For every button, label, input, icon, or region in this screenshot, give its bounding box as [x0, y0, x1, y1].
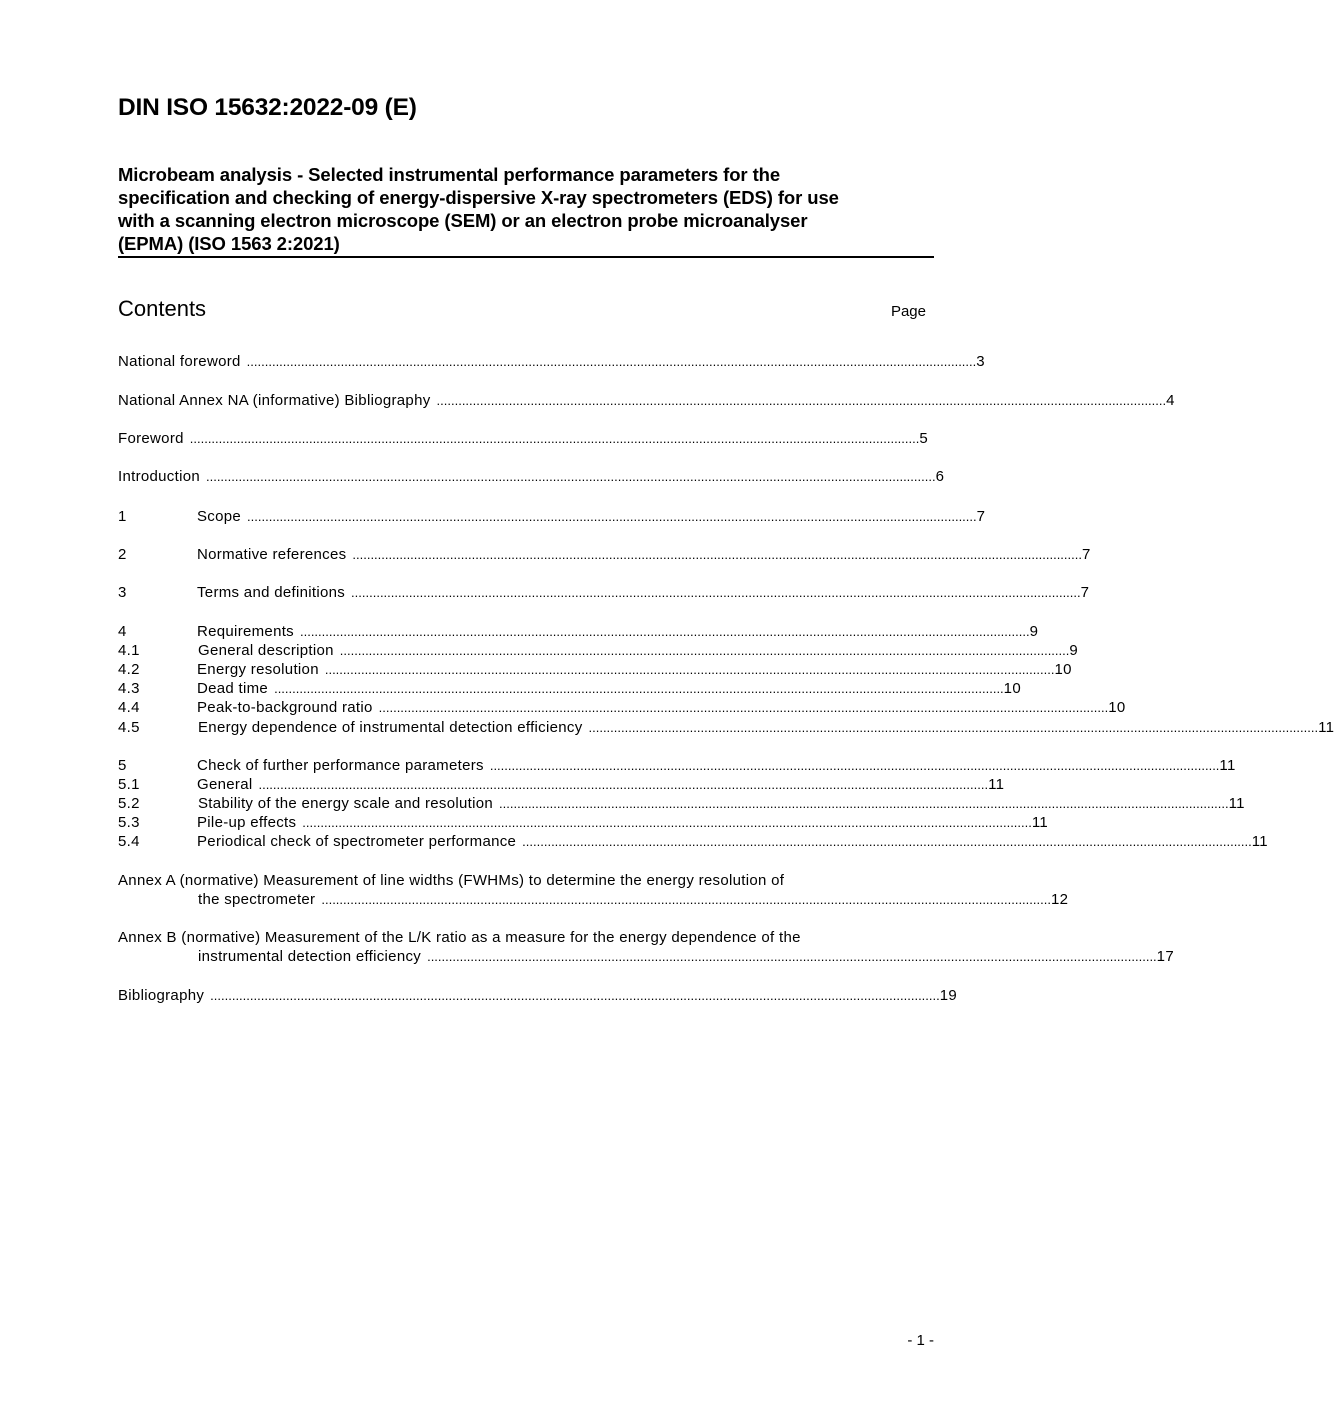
toc-page-number: 11 [1251, 833, 1268, 850]
toc-entry-clause-4-1[interactable] [118, 641, 1079, 660]
toc-clause-number: 4 [118, 623, 127, 640]
toc-entry-title: Stability of the energy scale and resolution [198, 795, 494, 812]
toc-entry-title-continued: the spectrometer [198, 891, 316, 908]
toc-leader-dots: .......................................................................................................................................................................................................... [189, 431, 920, 446]
toc-leader-dots: .......................................................................................................................................................................................................... [499, 796, 1229, 811]
toc-page-number: 7 [1080, 584, 1090, 601]
toc-entry-annex-b-title[interactable]: Annex B (normative) Measurement of the L/K ratio as a measure for the energy dependence of the [118, 929, 801, 946]
toc-entry-clause-1[interactable] [118, 507, 986, 526]
toc-page-number: 10 [1003, 680, 1021, 697]
page-column-label: Page [890, 303, 926, 320]
toc-entry-clause-4-4[interactable] [118, 698, 1126, 717]
toc-leader-dots: .......................................................................................................................................................................................................... [351, 585, 1081, 600]
toc-entry-title: Normative references [197, 546, 347, 563]
toc-entry-title: National Annex NA (informative) Bibliography [118, 392, 431, 409]
toc-entry-title: General description [198, 642, 334, 659]
toc-clause-number: 4.3 [118, 680, 140, 697]
toc-leader-dots: .......................................................................................................................................................................................................... [588, 720, 1319, 735]
toc-clause-number: 4.2 [118, 661, 140, 678]
toc-entry-title: Pile-up effects [197, 814, 297, 831]
toc-entry-clause-5-3[interactable] [118, 813, 1049, 832]
toc-entry-annex-a-title[interactable]: Annex A (normative) Measurement of line widths (FWHMs) to determine the energy resolution of [118, 872, 785, 889]
toc-entry-title: Terms and definitions [197, 584, 346, 601]
toc-page-number: 17 [1156, 948, 1174, 965]
toc-page-number: 7 [976, 508, 986, 525]
toc-page-number: 9 [1029, 623, 1039, 640]
toc-leader-dots: .......................................................................................................................................................................................................... [321, 892, 1051, 907]
document-title-line: Microbeam analysis - Selected instrumental performance parameters for the [118, 164, 781, 185]
toc-entry-annex-a[interactable] [118, 890, 1069, 909]
toc-clause-number: 5 [118, 757, 127, 774]
toc-entry-title: National foreword [118, 353, 241, 370]
toc-entry-title: Introduction [118, 468, 200, 485]
toc-entry-title: Peak-to-background ratio [197, 699, 373, 716]
toc-leader-dots: .......................................................................................................................................................................................................... [522, 834, 1252, 849]
toc-leader-dots: .......................................................................................................................................................................................................... [210, 988, 940, 1003]
toc-page-number: 11 [1219, 757, 1236, 774]
toc-clause-number: 5.1 [118, 776, 140, 793]
document-title-line: specification and checking of energy-dispersive X-ray spectrometers (EDS) for use [118, 187, 839, 208]
toc-entry-foreword[interactable] [118, 429, 929, 448]
toc-entry-clause-3[interactable] [118, 583, 1090, 602]
toc-page-number: 9 [1069, 642, 1079, 659]
toc-entry-national-foreword[interactable] [118, 352, 985, 371]
contents-heading: Contents [118, 296, 207, 321]
document-title-line: with a scanning electron microscope (SEM) or an electron probe microanalyser [118, 210, 808, 231]
toc-leader-dots: .......................................................................................................................................................................................................... [274, 681, 1004, 696]
toc-page-number: 6 [935, 468, 945, 485]
title-divider [118, 256, 934, 258]
toc-entry-clause-4-2[interactable] [118, 660, 1072, 679]
toc-entry-national-annex[interactable] [118, 391, 1175, 410]
toc-page-number: 11 [1031, 814, 1049, 831]
toc-entry-title: Scope [197, 508, 242, 525]
toc-entry-introduction[interactable] [118, 467, 945, 486]
toc-page-number: 11 [988, 776, 1005, 793]
document-identifier: DIN ISO 15632:2022-09 (E) [118, 94, 417, 121]
toc-page-number: 7 [1081, 546, 1091, 563]
toc-leader-dots: .......................................................................................................................................................................................................... [489, 758, 1220, 773]
toc-entry-title-continued: instrumental detection efficiency [198, 948, 422, 965]
document-title [118, 163, 918, 255]
toc-page-number: 11 [1228, 795, 1245, 812]
toc-entry-title: General [197, 776, 253, 793]
toc-leader-dots: .......................................................................................................................................................................................................... [324, 662, 1055, 677]
toc-leader-dots: .......................................................................................................................................................................................................... [378, 700, 1109, 715]
toc-entry-clause-5-1[interactable] [118, 775, 1005, 794]
toc-entry-clause-2[interactable] [118, 545, 1091, 564]
toc-entry-title: Requirements [197, 623, 294, 640]
toc-clause-number: 5.2 [118, 795, 140, 812]
toc-entry-clause-4-3[interactable] [118, 679, 1021, 698]
toc-clause-number: 4.1 [118, 642, 140, 659]
toc-leader-dots: .......................................................................................................................................................................................................... [339, 643, 1070, 658]
toc-leader-dots: .......................................................................................................................................................................................................... [427, 949, 1157, 964]
toc-clause-number: 4.5 [118, 719, 140, 736]
toc-entry-title: Bibliography [118, 987, 205, 1004]
toc-entry-annex-b[interactable] [118, 947, 1174, 966]
toc-entry-title: Periodical check of spectrometer performance [197, 833, 517, 850]
toc-leader-dots: .......................................................................................................................................................................................................... [299, 624, 1030, 639]
page-number-footer: - 1 - [907, 1332, 934, 1349]
toc-entry-clause-5-2[interactable] [118, 794, 1245, 813]
toc-entry-title: Energy resolution [197, 661, 319, 678]
toc-clause-number: 3 [118, 584, 127, 601]
toc-entry-clause-5-4[interactable] [118, 832, 1268, 851]
toc-entry-clause-5[interactable] [118, 756, 1236, 775]
toc-entry-title: Check of further performance parameters [197, 757, 484, 774]
toc-entry-title: Foreword [118, 430, 184, 447]
toc-entry-title: Dead time [197, 680, 269, 697]
toc-page-number: 10 [1054, 661, 1072, 678]
toc-clause-number: 5.4 [118, 833, 140, 850]
toc-page-number: 19 [939, 987, 958, 1004]
toc-entry-bibliography[interactable] [118, 986, 958, 1005]
toc-leader-dots: .......................................................................................................................................................................................................... [258, 777, 989, 792]
toc-leader-dots: .......................................................................................................................................................................................................... [352, 547, 1082, 562]
toc-clause-number: 1 [118, 508, 127, 525]
toc-page-number: 4 [1166, 392, 1175, 409]
toc-entry-title: Energy dependence of instrumental detection efficiency [198, 719, 583, 736]
toc-leader-dots: .......................................................................................................................................................................................................... [436, 393, 1167, 408]
toc-page-number: 5 [919, 430, 929, 447]
toc-page-number: 12 [1050, 891, 1069, 908]
toc-page-number: 10 [1108, 699, 1126, 716]
toc-leader-dots: .......................................................................................................................................................................................................... [205, 469, 936, 484]
toc-clause-number: 4.4 [118, 699, 140, 716]
toc-entry-clause-4-5[interactable] [118, 718, 1334, 737]
toc-page-number: 3 [976, 353, 985, 370]
toc-clause-number: 5.3 [118, 814, 140, 831]
toc-leader-dots: .......................................................................................................................................................................................................... [247, 509, 977, 524]
toc-clause-number: 2 [118, 546, 127, 563]
toc-leader-dots: .......................................................................................................................................................................................................... [302, 815, 1032, 830]
toc-entry-clause-4[interactable] [118, 622, 1039, 641]
toc-page-number: 11 [1318, 719, 1334, 736]
toc-leader-dots: .......................................................................................................................................................................................................... [246, 354, 977, 369]
document-title-line: (EPMA) (ISO 1563 2:2021) [118, 233, 340, 254]
